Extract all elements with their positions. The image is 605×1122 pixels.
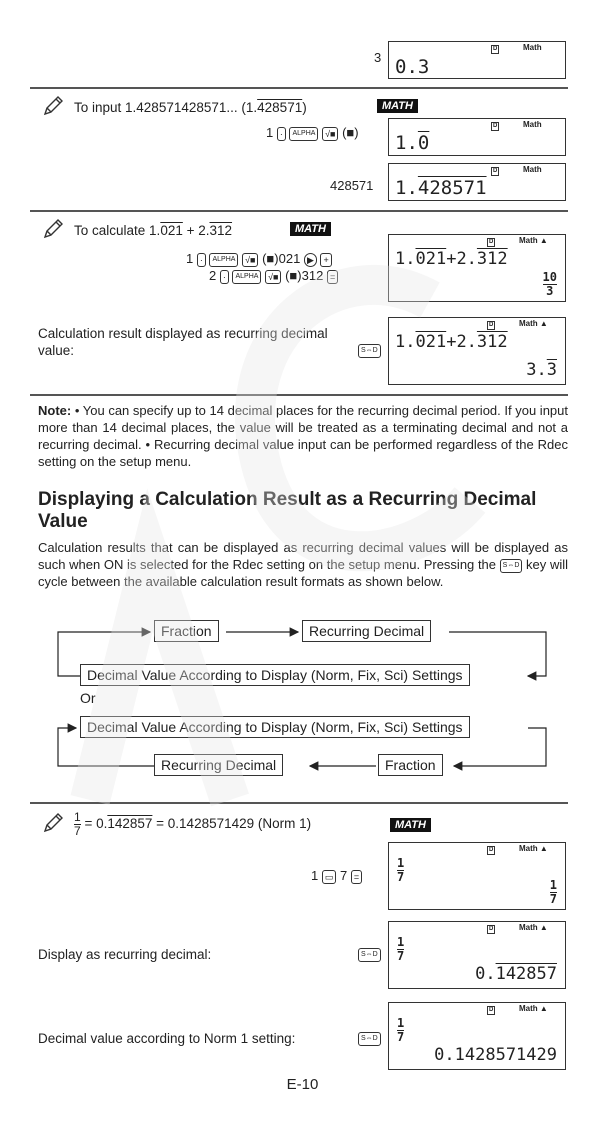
divider — [30, 394, 568, 396]
example3-title — [74, 811, 311, 838]
plus-key: + — [320, 253, 331, 267]
flow2-decimal: Decimal Value According to Display (Norm, Fix, Sci) Settings — [80, 716, 470, 738]
fraction-numerator: 10 — [542, 270, 557, 284]
title-period: 428571 — [257, 100, 303, 115]
indicator-d: D — [489, 322, 494, 328]
flow2-recurring: Recurring Decimal — [154, 754, 283, 776]
display-int: 1. — [395, 132, 418, 154]
alpha-key: ALPHA — [289, 127, 318, 141]
paren-key: (■) — [285, 268, 302, 283]
math-badge: MATH — [377, 99, 418, 113]
example3-keys — [311, 868, 362, 884]
indicator-math: Math ▲ — [519, 844, 548, 853]
body-text: key will cycle between the available calculation result formats as shown below. — [38, 557, 568, 589]
example1-keys — [266, 125, 359, 141]
indicator-math: Math — [523, 120, 542, 129]
lcd-display: 0.3 — [395, 56, 430, 78]
divider — [30, 802, 568, 804]
key-text: 7 — [340, 868, 348, 883]
lcd-fraction-input — [397, 1017, 404, 1044]
pencil-icon — [42, 218, 64, 240]
alpha-key: ALPHA — [209, 253, 238, 267]
section-body — [38, 539, 568, 590]
equals-key: = — [327, 270, 338, 284]
expr-period: 021 — [415, 249, 447, 269]
lcd-fraction-input — [397, 857, 404, 884]
lcd-fraction-input — [397, 936, 404, 963]
result-period: 3 — [546, 360, 557, 380]
title-period: 021 — [160, 223, 183, 238]
title-fraction — [74, 811, 81, 838]
note-text: • You can specify up to 14 decimal places for the recurring decimal period. If you input more than 14 decimal places, the value will be treated as a terminating decimal and not a recurring decimal. • Recurring decimal value input can be performed regardless of the Rdec setting on the setup menu. — [38, 403, 568, 469]
dot-key: · — [220, 270, 229, 284]
sd-key: S⇔D — [500, 559, 523, 573]
expr-text: +2. — [446, 249, 477, 269]
fraction-denominator: 7 — [397, 870, 405, 884]
fraction-numerator: 1 — [397, 935, 405, 949]
note — [38, 402, 568, 470]
fraction-numerator: 1 — [397, 1016, 405, 1030]
indicator-math: Math ▲ — [519, 1004, 548, 1013]
pencil-icon — [42, 95, 64, 117]
lcd-example2-a — [388, 234, 566, 302]
sqrt-key: √■ — [265, 270, 281, 284]
flow1-fraction: Fraction — [154, 620, 219, 642]
key-text: 021 — [278, 251, 301, 266]
paren-key: (■) — [342, 125, 359, 140]
section-heading: Displaying a Calculation Result as a Recurring Decimal Value — [38, 489, 537, 532]
title-den: 7 — [74, 824, 81, 838]
flow2-fraction: Fraction — [378, 754, 443, 776]
title-text: To calculate 1. — [74, 223, 161, 238]
indicator-d: D — [493, 123, 498, 129]
indicator-d: D — [493, 46, 498, 52]
lcd-example3-a — [388, 842, 566, 910]
lcd-decimal-result: 0.1428571429 — [434, 1045, 557, 1065]
sd-key: S⇔D — [358, 1032, 381, 1046]
dot-key: · — [197, 253, 206, 267]
title-text: = 0.1428571429 (Norm 1) — [152, 816, 312, 832]
sd-key: S⇔D — [358, 344, 381, 358]
indicator-d: D — [489, 239, 494, 245]
display-cursor: 0 — [417, 132, 430, 154]
indicator-d: D — [489, 1007, 494, 1013]
lcd-example1-b — [388, 163, 566, 201]
fraction-denominator: 7 — [549, 892, 557, 906]
note-label: Note: — [38, 403, 72, 418]
result-int: 3. — [526, 360, 547, 380]
lcd-decimal-result — [526, 360, 557, 380]
divider — [30, 210, 568, 212]
indicator-d: D — [489, 926, 494, 932]
fraction-numerator: 1 — [397, 856, 405, 870]
title-text: + 2. — [182, 223, 210, 238]
lcd-example2-b — [388, 317, 566, 385]
math-badge: MATH — [390, 818, 431, 832]
fraction-denominator: 7 — [397, 1030, 405, 1044]
expr-text: +2. — [446, 332, 477, 352]
title-period: 142857 — [107, 816, 153, 832]
divider — [30, 87, 568, 89]
right-arrow-key: ▶ — [304, 253, 317, 267]
example2-keys-line2 — [209, 268, 338, 284]
fraction-denominator: 7 — [397, 949, 405, 963]
title-num: 1 — [74, 810, 81, 824]
flow1-decimal: Decimal Value According to Display (Norm, Fix, Sci) Settings — [80, 664, 470, 686]
lcd-display — [395, 132, 429, 154]
math-badge: MATH — [290, 222, 331, 236]
sd-key: S⇔D — [358, 948, 381, 962]
lcd-top — [388, 41, 566, 79]
indicator-math: Math ▲ — [519, 319, 548, 328]
example2-title — [74, 222, 232, 239]
result-int: 0. — [475, 964, 496, 984]
lcd-expression — [395, 249, 508, 269]
title-text: = 0. — [80, 816, 108, 832]
equals-key: = — [351, 870, 362, 884]
lcd-display — [395, 177, 487, 199]
fraction-numerator: 1 — [549, 878, 557, 892]
title-text: To input 1.428571428571... (1. — [74, 100, 258, 115]
lcd-expression — [395, 332, 508, 352]
or-label: Or — [80, 690, 96, 706]
indicator-math: Math ▲ — [519, 923, 548, 932]
key-text: 1 — [311, 868, 319, 883]
label-recurring: Display as recurring decimal: — [38, 947, 212, 962]
dot-key: · — [277, 127, 286, 141]
lcd-fraction-result — [550, 879, 557, 906]
lcd-decimal-result — [475, 964, 557, 984]
page-number: E-10 — [286, 1076, 319, 1093]
lcd-example1-a — [388, 118, 566, 156]
key-text: 2 — [209, 268, 217, 283]
top-input: 3 — [374, 50, 382, 65]
lcd-fraction-result — [543, 271, 557, 298]
title-period: 312 — [209, 223, 233, 238]
indicator-math: Math — [523, 165, 542, 174]
indicator-d: D — [489, 847, 494, 853]
expr-text: 1. — [395, 249, 416, 269]
example1-input2: 428571 — [330, 178, 374, 193]
lcd-example3-b — [388, 921, 566, 989]
lcd-example3-c — [388, 1002, 566, 1070]
key-text: 312 — [301, 268, 324, 283]
expr-period: 312 — [476, 332, 508, 352]
indicator-d: D — [493, 168, 498, 174]
expr-period: 312 — [476, 249, 508, 269]
indicator-math: Math — [523, 43, 542, 52]
sqrt-key: √■ — [322, 127, 338, 141]
flow1-recurring: Recurring Decimal — [302, 620, 431, 642]
alpha-key: ALPHA — [232, 270, 261, 284]
indicator-math: Math ▲ — [519, 236, 548, 245]
title-close: ) — [302, 100, 307, 115]
fraction-denominator: 3 — [546, 284, 554, 298]
key-text: 1 — [266, 125, 274, 140]
label-norm: Decimal value according to Norm 1 setting: — [38, 1031, 296, 1046]
fraction-key: ▭ — [322, 870, 337, 884]
result-period: 142857 — [495, 964, 557, 984]
body-text: Calculation results that can be displayed as recurring decimal values will be displayed as such when ON is selected for the Rdec setting on the setup menu. Pressing the — [38, 540, 568, 572]
example2-keys-line1 — [186, 251, 332, 267]
paren-key: (■) — [262, 251, 279, 266]
pencil-icon — [42, 812, 64, 834]
key-text: 1 — [186, 251, 194, 266]
result-label: Calculation result displayed as recurring decimal value: — [38, 326, 328, 358]
expr-text: 1. — [395, 332, 416, 352]
example1-title — [74, 99, 307, 116]
display-period: 428571 — [417, 177, 487, 199]
display-int: 1. — [395, 177, 418, 199]
sqrt-key: √■ — [242, 253, 258, 267]
expr-period: 021 — [415, 332, 447, 352]
